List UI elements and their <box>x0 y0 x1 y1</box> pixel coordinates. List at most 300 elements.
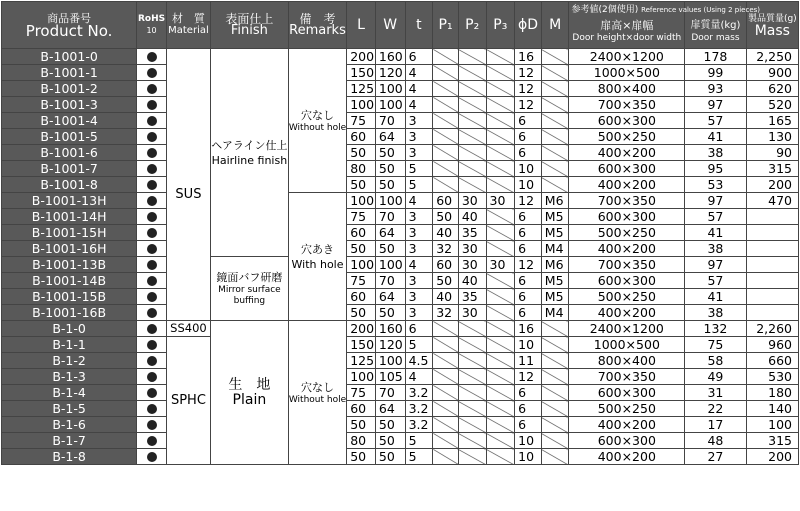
not-applicable-cell <box>486 129 515 145</box>
product-mass: 165 <box>746 113 798 129</box>
dim-W: 160 <box>375 321 405 337</box>
filled-circle-icon <box>147 164 157 174</box>
remarks-with-hole: 穴あき With hole <box>288 193 346 321</box>
not-applicable-cell <box>541 145 569 161</box>
header-material: 材 質 Material <box>166 2 210 49</box>
not-applicable-cell <box>486 209 515 225</box>
not-applicable-cell <box>541 353 569 369</box>
table-header <box>2 2 799 49</box>
not-applicable-cell <box>486 337 515 353</box>
filled-circle-icon <box>147 324 157 334</box>
not-applicable-cell <box>458 449 486 465</box>
door-mass: 41 <box>685 129 746 145</box>
product-number: B-1-0 <box>2 321 137 337</box>
rohs-compliant-dot <box>137 241 167 257</box>
dim-D: 6 <box>515 385 542 401</box>
table-row <box>2 321 799 337</box>
not-applicable-cell <box>433 417 459 433</box>
filled-circle-icon <box>147 132 157 142</box>
dim-t: 4 <box>405 257 433 273</box>
dim-L: 75 <box>347 113 376 129</box>
dim-W: 100 <box>375 193 405 209</box>
table-row <box>2 81 799 97</box>
rohs-compliant-dot <box>137 113 167 129</box>
dim-W: 70 <box>375 385 405 401</box>
rohs-compliant-dot <box>137 417 167 433</box>
not-applicable-cell <box>433 49 459 65</box>
door-mass: 95 <box>685 161 746 177</box>
dim-L: 60 <box>347 289 376 305</box>
not-applicable-cell <box>541 369 569 385</box>
rohs-compliant-dot <box>137 177 167 193</box>
dim-L: 150 <box>347 65 376 81</box>
not-applicable-cell <box>486 353 515 369</box>
rohs-compliant-dot <box>137 209 167 225</box>
dim-L: 50 <box>347 417 376 433</box>
not-applicable-cell <box>458 401 486 417</box>
dim-M: M5 <box>541 289 569 305</box>
door-size: 400×200 <box>569 145 685 161</box>
door-size: 400×200 <box>569 449 685 465</box>
dim-W: 160 <box>375 49 405 65</box>
rohs-compliant-dot <box>137 401 167 417</box>
finish-hairline: ヘアライン仕上 Hairline finish <box>210 49 288 257</box>
product-mass <box>746 305 798 321</box>
product-mass: 200 <box>746 177 798 193</box>
header-rohs: RoHS 10 <box>137 2 167 49</box>
door-mass: 99 <box>685 65 746 81</box>
not-applicable-cell <box>433 81 459 97</box>
door-size: 800×400 <box>569 81 685 97</box>
dim-W: 64 <box>375 225 405 241</box>
dim-D: 11 <box>515 353 542 369</box>
not-applicable-cell <box>433 321 459 337</box>
product-mass: 130 <box>746 129 798 145</box>
product-number: B-1001-1 <box>2 65 137 81</box>
product-mass: 2,260 <box>746 321 798 337</box>
rohs-compliant-dot <box>137 225 167 241</box>
not-applicable-cell <box>486 241 515 257</box>
filled-circle-icon <box>147 276 157 286</box>
product-number: B-1001-4 <box>2 113 137 129</box>
dim-W: 50 <box>375 417 405 433</box>
not-applicable-cell <box>458 177 486 193</box>
material-sus: SUS <box>166 49 210 321</box>
filled-circle-icon <box>147 452 157 462</box>
product-mass <box>746 225 798 241</box>
table-row <box>2 257 799 273</box>
dim-t: 5 <box>405 161 433 177</box>
not-applicable-cell <box>433 145 459 161</box>
dim-M: M5 <box>541 273 569 289</box>
product-mass: 660 <box>746 353 798 369</box>
dim-t: 3 <box>405 129 433 145</box>
dim-t: 3 <box>405 145 433 161</box>
door-size: 500×250 <box>569 225 685 241</box>
dim-L: 100 <box>347 193 376 209</box>
dim-W: 100 <box>375 353 405 369</box>
door-size: 700×350 <box>569 97 685 113</box>
dim-t: 3.2 <box>405 417 433 433</box>
table-body <box>2 49 799 465</box>
header-remarks: 備 考 Remarks <box>288 2 346 49</box>
not-applicable-cell <box>486 289 515 305</box>
door-mass: 93 <box>685 81 746 97</box>
door-size: 700×350 <box>569 257 685 273</box>
door-mass: 49 <box>685 369 746 385</box>
not-applicable-cell <box>541 417 569 433</box>
filled-circle-icon <box>147 196 157 206</box>
rohs-compliant-dot <box>137 161 167 177</box>
door-mass: 48 <box>685 433 746 449</box>
not-applicable-cell <box>486 369 515 385</box>
door-mass: 38 <box>685 145 746 161</box>
not-applicable-cell <box>486 49 515 65</box>
not-applicable-cell <box>433 385 459 401</box>
dim-L: 50 <box>347 177 376 193</box>
material-ss400: SS400 <box>166 321 210 337</box>
not-applicable-cell <box>458 129 486 145</box>
dim-P2: 30 <box>458 241 486 257</box>
dim-t: 3 <box>405 273 433 289</box>
dim-P3: 30 <box>486 257 515 273</box>
product-mass: 620 <box>746 81 798 97</box>
not-applicable-cell <box>486 321 515 337</box>
not-applicable-cell <box>458 433 486 449</box>
table-row <box>2 273 799 289</box>
dim-P1: 60 <box>433 257 459 273</box>
product-number: B-1001-14H <box>2 209 137 225</box>
dim-D: 6 <box>515 401 542 417</box>
product-mass: 520 <box>746 97 798 113</box>
header-door-mass: 扉質量(kg) Door mass <box>685 2 746 49</box>
rohs-compliant-dot <box>137 193 167 209</box>
not-applicable-cell <box>458 321 486 337</box>
product-number: B-1-4 <box>2 385 137 401</box>
dim-L: 100 <box>347 97 376 113</box>
filled-circle-icon <box>147 116 157 126</box>
rohs-compliant-dot <box>137 433 167 449</box>
header-reference-values: 参考値(2個使用) Reference values (Using 2 pieces) <box>571 5 761 15</box>
filled-circle-icon <box>147 228 157 238</box>
dim-D: 6 <box>515 113 542 129</box>
door-size: 400×200 <box>569 417 685 433</box>
door-mass: 97 <box>685 97 746 113</box>
rohs-compliant-dot <box>137 305 167 321</box>
product-number: B-1001-16H <box>2 241 137 257</box>
remarks-without-hole: 穴なし Without hole <box>288 49 346 193</box>
door-size: 600×300 <box>569 209 685 225</box>
product-mass: 200 <box>746 449 798 465</box>
dim-L: 60 <box>347 129 376 145</box>
not-applicable-cell <box>433 65 459 81</box>
dim-D: 6 <box>515 273 542 289</box>
dim-P1: 50 <box>433 273 459 289</box>
product-number: B-1-6 <box>2 417 137 433</box>
dim-M: M6 <box>541 193 569 209</box>
dim-W: 64 <box>375 401 405 417</box>
dim-D: 6 <box>515 305 542 321</box>
dim-W: 70 <box>375 113 405 129</box>
not-applicable-cell <box>458 161 486 177</box>
dim-D: 6 <box>515 145 542 161</box>
dim-t: 4.5 <box>405 353 433 369</box>
rohs-compliant-dot <box>137 449 167 465</box>
not-applicable-cell <box>486 417 515 433</box>
product-mass <box>746 209 798 225</box>
dim-t: 3 <box>405 225 433 241</box>
product-number: B-1001-13B <box>2 257 137 273</box>
not-applicable-cell <box>486 145 515 161</box>
door-size: 500×250 <box>569 401 685 417</box>
header-phiD: ϕD <box>515 2 542 49</box>
not-applicable-cell <box>486 305 515 321</box>
rohs-compliant-dot <box>137 49 167 65</box>
not-applicable-cell <box>486 65 515 81</box>
table-row <box>2 161 799 177</box>
not-applicable-cell <box>541 177 569 193</box>
not-applicable-cell <box>458 97 486 113</box>
dim-t: 3.2 <box>405 401 433 417</box>
not-applicable-cell <box>541 113 569 129</box>
dim-W: 50 <box>375 161 405 177</box>
dim-L: 100 <box>347 257 376 273</box>
not-applicable-cell <box>433 113 459 129</box>
rohs-compliant-dot <box>137 321 167 337</box>
rohs-compliant-dot <box>137 385 167 401</box>
door-mass: 75 <box>685 337 746 353</box>
door-mass: 27 <box>685 449 746 465</box>
not-applicable-cell <box>486 177 515 193</box>
not-applicable-cell <box>541 49 569 65</box>
door-size: 400×200 <box>569 177 685 193</box>
dim-L: 80 <box>347 433 376 449</box>
dim-W: 100 <box>375 81 405 97</box>
door-size: 1000×500 <box>569 65 685 81</box>
dim-L: 75 <box>347 209 376 225</box>
not-applicable-cell <box>458 385 486 401</box>
dim-W: 70 <box>375 273 405 289</box>
not-applicable-cell <box>433 337 459 353</box>
not-applicable-cell <box>541 97 569 113</box>
door-mass: 41 <box>685 289 746 305</box>
product-number: B-1001-14B <box>2 273 137 289</box>
table-row <box>2 129 799 145</box>
dim-L: 125 <box>347 81 376 97</box>
door-mass: 22 <box>685 401 746 417</box>
dim-L: 100 <box>347 369 376 385</box>
filled-circle-icon <box>147 308 157 318</box>
table-row <box>2 177 799 193</box>
header-door-size: 参考値(2個使用) Reference values (Using 2 pieces) 扉高×扉幅 Door height×door width <box>569 2 685 49</box>
filled-circle-icon <box>147 292 157 302</box>
dim-L: 75 <box>347 385 376 401</box>
dim-D: 10 <box>515 161 542 177</box>
door-size: 400×200 <box>569 305 685 321</box>
product-mass: 180 <box>746 385 798 401</box>
dim-t: 4 <box>405 97 433 113</box>
not-applicable-cell <box>486 433 515 449</box>
filled-circle-icon <box>147 436 157 446</box>
dim-W: 50 <box>375 145 405 161</box>
product-spec-table <box>1 1 799 465</box>
table-row <box>2 353 799 369</box>
door-mass: 53 <box>685 177 746 193</box>
remarks-without-hole: 穴なし Without hole <box>288 321 346 465</box>
not-applicable-cell <box>486 97 515 113</box>
dim-t: 5 <box>405 449 433 465</box>
not-applicable-cell <box>433 369 459 385</box>
table-row <box>2 241 799 257</box>
dim-M: M4 <box>541 241 569 257</box>
door-size: 500×250 <box>569 289 685 305</box>
not-applicable-cell <box>541 81 569 97</box>
rohs-leaf-icon: 10 <box>146 26 157 35</box>
not-applicable-cell <box>486 401 515 417</box>
door-size: 600×300 <box>569 433 685 449</box>
dim-t: 4 <box>405 65 433 81</box>
filled-circle-icon <box>147 68 157 78</box>
rohs-compliant-dot <box>137 145 167 161</box>
filled-circle-icon <box>147 52 157 62</box>
product-mass: 315 <box>746 433 798 449</box>
dim-P1: 32 <box>433 241 459 257</box>
door-size: 600×300 <box>569 385 685 401</box>
dim-P2: 30 <box>458 193 486 209</box>
not-applicable-cell <box>486 113 515 129</box>
product-number: B-1-8 <box>2 449 137 465</box>
header-P2: P₂ <box>458 2 486 49</box>
not-applicable-cell <box>541 321 569 337</box>
dim-P2: 35 <box>458 225 486 241</box>
dim-P1: 40 <box>433 225 459 241</box>
dim-L: 50 <box>347 305 376 321</box>
dim-t: 3 <box>405 209 433 225</box>
table-row <box>2 385 799 401</box>
filled-circle-icon <box>147 356 157 366</box>
product-number: B-1001-2 <box>2 81 137 97</box>
door-mass: 132 <box>685 321 746 337</box>
rohs-compliant-dot <box>137 369 167 385</box>
rohs-compliant-dot <box>137 353 167 369</box>
dim-D: 6 <box>515 417 542 433</box>
dim-t: 5 <box>405 433 433 449</box>
dim-W: 50 <box>375 449 405 465</box>
table-row <box>2 337 799 353</box>
dim-L: 125 <box>347 353 376 369</box>
not-applicable-cell <box>541 401 569 417</box>
table-row <box>2 417 799 433</box>
product-mass <box>746 289 798 305</box>
not-applicable-cell <box>541 433 569 449</box>
door-size: 400×200 <box>569 241 685 257</box>
header-P3: P₃ <box>486 2 515 49</box>
filled-circle-icon <box>147 180 157 190</box>
dim-P2: 40 <box>458 273 486 289</box>
dim-L: 150 <box>347 337 376 353</box>
dim-D: 12 <box>515 81 542 97</box>
table-row <box>2 289 799 305</box>
dim-L: 200 <box>347 321 376 337</box>
filled-circle-icon <box>147 84 157 94</box>
door-size: 800×400 <box>569 353 685 369</box>
table-row <box>2 97 799 113</box>
door-mass: 31 <box>685 385 746 401</box>
not-applicable-cell <box>541 449 569 465</box>
dim-W: 105 <box>375 369 405 385</box>
dim-L: 60 <box>347 401 376 417</box>
rohs-compliant-dot <box>137 129 167 145</box>
not-applicable-cell <box>458 369 486 385</box>
dim-P1: 32 <box>433 305 459 321</box>
product-mass <box>746 241 798 257</box>
door-size: 600×300 <box>569 161 685 177</box>
dim-D: 6 <box>515 225 542 241</box>
not-applicable-cell <box>486 81 515 97</box>
dim-t: 4 <box>405 81 433 97</box>
product-mass: 2,250 <box>746 49 798 65</box>
dim-t: 4 <box>405 193 433 209</box>
not-applicable-cell <box>433 129 459 145</box>
table-row <box>2 433 799 449</box>
dim-t: 3.2 <box>405 385 433 401</box>
table-row <box>2 193 799 209</box>
dim-D: 10 <box>515 177 542 193</box>
header-t: t <box>405 2 433 49</box>
dim-D: 10 <box>515 433 542 449</box>
not-applicable-cell <box>433 97 459 113</box>
header-P1: P₁ <box>433 2 459 49</box>
product-mass: 900 <box>746 65 798 81</box>
not-applicable-cell <box>458 49 486 65</box>
product-number: B-1001-15B <box>2 289 137 305</box>
rohs-compliant-dot <box>137 81 167 97</box>
not-applicable-cell <box>486 385 515 401</box>
not-applicable-cell <box>486 225 515 241</box>
product-number: B-1-2 <box>2 353 137 369</box>
header-mass: 製品質量(g) Mass <box>746 2 798 49</box>
finish-plain: 生 地 Plain <box>210 321 288 465</box>
dim-L: 200 <box>347 49 376 65</box>
table-row <box>2 305 799 321</box>
door-size: 2400×1200 <box>569 321 685 337</box>
dim-t: 3 <box>405 241 433 257</box>
dim-t: 6 <box>405 49 433 65</box>
filled-circle-icon <box>147 388 157 398</box>
dim-P3: 30 <box>486 193 515 209</box>
dim-t: 4 <box>405 369 433 385</box>
dim-D: 10 <box>515 449 542 465</box>
dim-t: 6 <box>405 321 433 337</box>
dim-D: 12 <box>515 257 542 273</box>
dim-W: 50 <box>375 433 405 449</box>
not-applicable-cell <box>433 177 459 193</box>
dim-P1: 40 <box>433 289 459 305</box>
filled-circle-icon <box>147 420 157 430</box>
not-applicable-cell <box>541 337 569 353</box>
door-mass: 17 <box>685 417 746 433</box>
table-row <box>2 401 799 417</box>
filled-circle-icon <box>147 244 157 254</box>
dim-P2: 35 <box>458 289 486 305</box>
not-applicable-cell <box>458 353 486 369</box>
not-applicable-cell <box>541 161 569 177</box>
table-row <box>2 113 799 129</box>
dim-W: 50 <box>375 305 405 321</box>
door-mass: 38 <box>685 241 746 257</box>
dim-t: 3 <box>405 305 433 321</box>
rohs-compliant-dot <box>137 97 167 113</box>
